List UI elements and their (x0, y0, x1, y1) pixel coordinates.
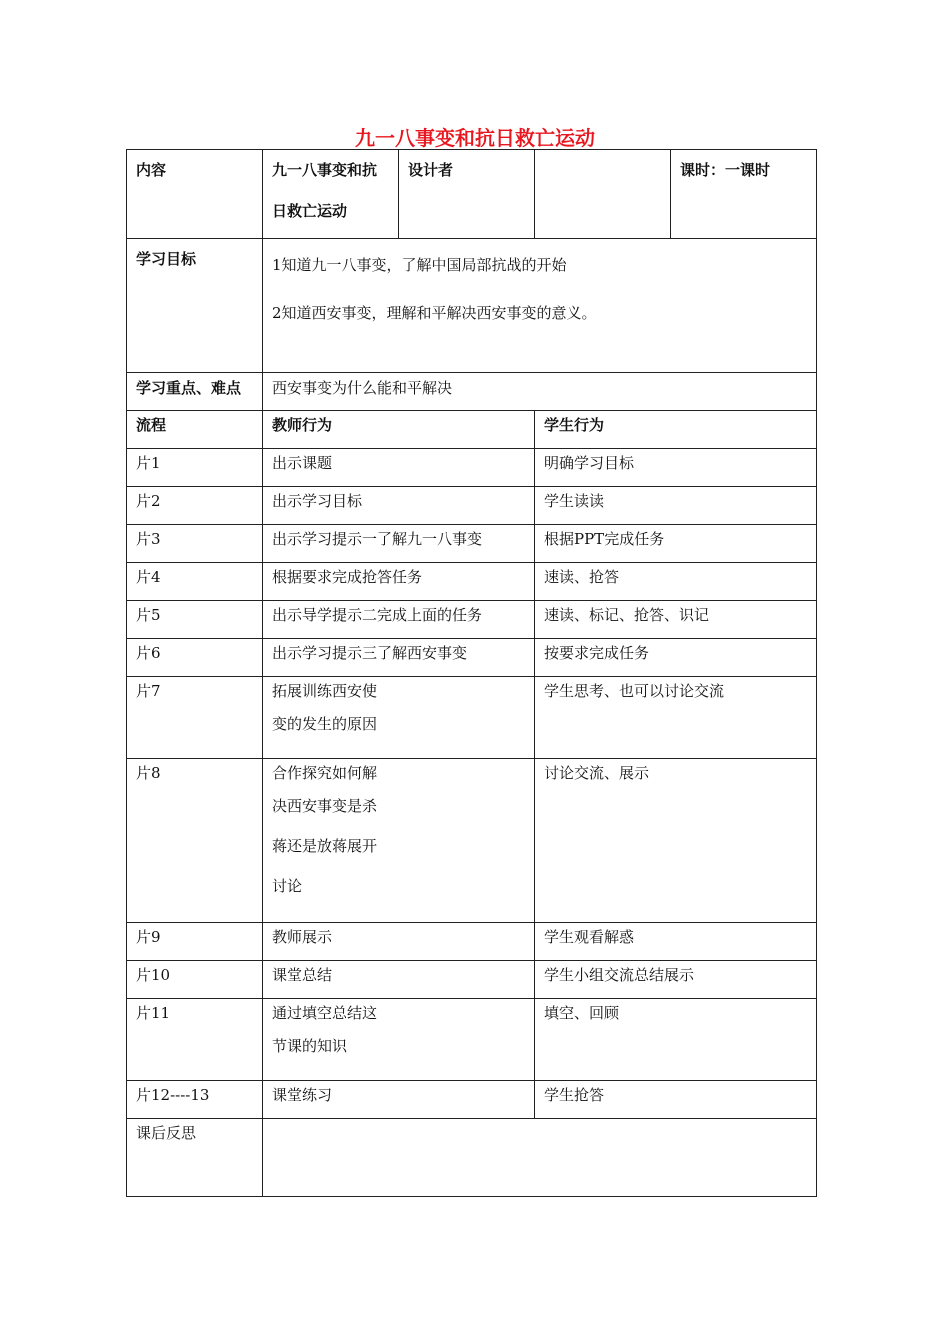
goal-item: 1知道九一八事变，了解中国局部抗战的开始 (272, 256, 567, 274)
goals-list (263, 239, 817, 373)
reflection-row (127, 1119, 817, 1197)
table-row (127, 487, 817, 525)
flow-step: 片9 (127, 923, 263, 961)
flow-header-row (127, 411, 817, 449)
flow-student: 按要求完成任务 (535, 639, 817, 677)
focus-label: 学习重点、难点 (127, 373, 263, 411)
flow-teacher-line: 根据要求完成抢答任务 (272, 568, 423, 586)
flow-step: 片5 (127, 601, 263, 639)
flow-student: 学生小组交流总结展示 (535, 961, 817, 999)
flow-teacher (263, 999, 535, 1081)
flow-step: 片6 (127, 639, 263, 677)
table-row (127, 449, 817, 487)
focus-value: 西安事变为什么能和平解决 (263, 373, 817, 411)
flow-teacher (263, 1081, 535, 1119)
flow-col-student: 学生行为 (535, 411, 817, 449)
flow-teacher (263, 961, 535, 999)
content-label: 内容 (127, 150, 263, 239)
flow-teacher-line: 出示学习提示三了解西安事变 (272, 644, 468, 662)
flow-teacher (263, 449, 535, 487)
content-value (263, 150, 399, 239)
flow-step: 片7 (127, 677, 263, 759)
table-row (127, 677, 817, 759)
table-row (127, 601, 817, 639)
flow-student: 学生观看解惑 (535, 923, 817, 961)
period-label: 课时：一课时 (671, 150, 817, 239)
flow-teacher-line: 出示学习提示一了解九一八事变 (272, 530, 483, 548)
flow-student: 学生思考、也可以讨论交流 (535, 677, 817, 759)
flow-teacher-line: 通过填空总结这 (272, 1004, 378, 1022)
flow-teacher-line: 教师展示 (272, 928, 333, 946)
flow-teacher-line: 合作探究如何解 (272, 764, 378, 782)
flow-teacher (263, 601, 535, 639)
flow-teacher (263, 923, 535, 961)
flow-col-teacher: 教师行为 (263, 411, 535, 449)
flow-step: 片2 (127, 487, 263, 525)
table-row (127, 525, 817, 563)
flow-step: 片4 (127, 563, 263, 601)
content-value-line: 日救亡运动 (272, 202, 348, 220)
table-row (127, 961, 817, 999)
designer-value (535, 150, 671, 239)
reflection-value (263, 1119, 817, 1197)
flow-teacher-line: 决西安事变是杀 (272, 797, 378, 815)
flow-step: 片8 (127, 759, 263, 923)
flow-step: 片10 (127, 961, 263, 999)
document-title: 九一八事变和抗日救亡运动 (355, 126, 595, 150)
table-row (127, 1081, 817, 1119)
flow-student: 填空、回顾 (535, 999, 817, 1081)
flow-teacher-line: 课堂练习 (272, 1086, 333, 1104)
flow-teacher-line: 课堂总结 (272, 966, 333, 984)
flow-teacher (263, 563, 535, 601)
flow-student: 速读、抢答 (535, 563, 817, 601)
flow-teacher (263, 677, 535, 759)
header-row (127, 150, 817, 239)
table-row (127, 639, 817, 677)
flow-teacher (263, 759, 535, 923)
flow-teacher (263, 639, 535, 677)
flow-teacher-line: 拓展训练西安使 (272, 682, 378, 700)
flow-teacher-line: 出示导学提示二完成上面的任务 (272, 606, 483, 624)
table-row (127, 759, 817, 923)
table-row (127, 999, 817, 1081)
focus-row (127, 373, 817, 411)
flow-teacher (263, 487, 535, 525)
flow-student: 根据PPT完成任务 (535, 525, 817, 563)
flow-teacher-line: 节课的知识 (272, 1037, 348, 1055)
flow-step: 片11 (127, 999, 263, 1081)
flow-rows (127, 449, 817, 1119)
flow-teacher-line: 出示学习目标 (272, 492, 363, 510)
reflection-label: 课后反思 (127, 1119, 263, 1197)
goals-label: 学习目标 (127, 239, 263, 373)
flow-student: 学生读读 (535, 487, 817, 525)
flow-teacher-line: 出示课题 (272, 454, 333, 472)
flow-step: 片12----13 (127, 1081, 263, 1119)
flow-step: 片1 (127, 449, 263, 487)
flow-teacher (263, 525, 535, 563)
flow-student: 明确学习目标 (535, 449, 817, 487)
goals-row (127, 239, 817, 373)
flow-col-step: 流程 (127, 411, 263, 449)
goal-item: 2知道西安事变，理解和平解决西安事变的意义。 (272, 304, 597, 322)
table-row (127, 923, 817, 961)
content-value-line: 九一八事变和抗 (272, 161, 378, 179)
flow-step: 片3 (127, 525, 263, 563)
flow-teacher-line: 蒋还是放蒋展开 (272, 837, 378, 855)
flow-student: 速读、标记、抢答、识记 (535, 601, 817, 639)
lesson-plan-table (126, 149, 817, 1197)
flow-student: 讨论交流、展示 (535, 759, 817, 923)
table-row (127, 563, 817, 601)
flow-student: 学生抢答 (535, 1081, 817, 1119)
designer-label: 设计者 (399, 150, 535, 239)
flow-teacher-line: 变的发生的原因 (272, 715, 378, 733)
flow-teacher-line: 讨论 (272, 877, 303, 895)
